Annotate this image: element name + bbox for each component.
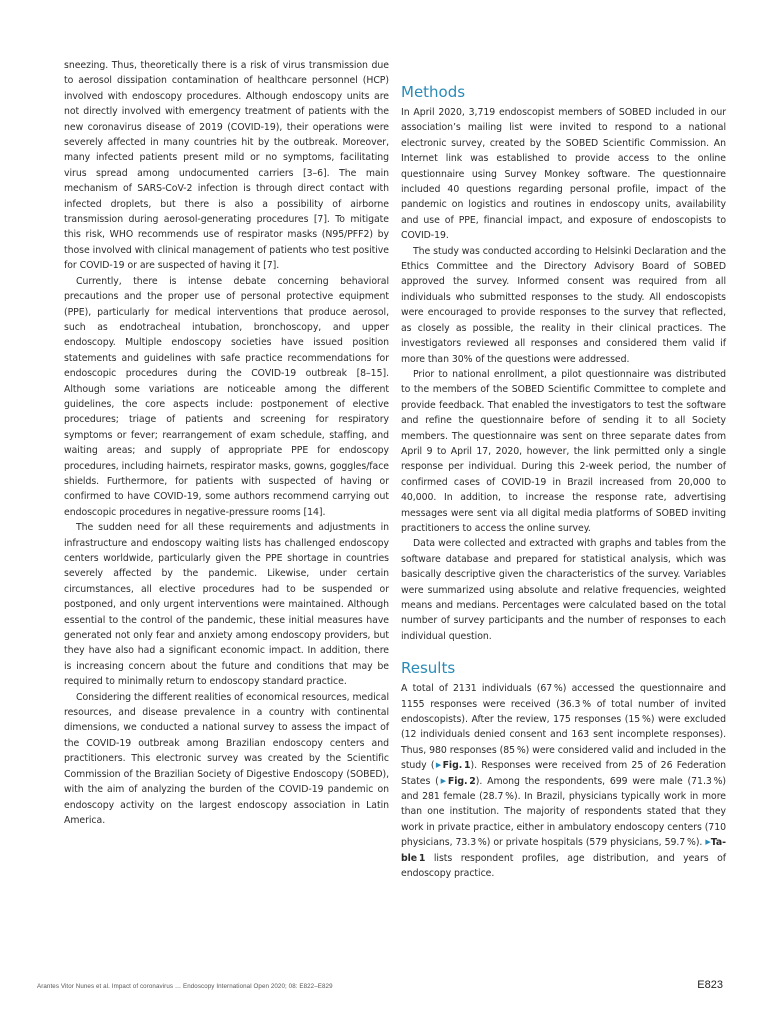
intro-paragraph-4: Considering the different realities of economical resources, medical resources, and disease prevalence in a country with continental dimensions, we conducted a national survey to assess the impact of the COVID-19 outbreak among Brazilian endoscopy centers and practitioners. This electronic survey was created by the Scientific Commission of the Brazilian Society of Digestive Endoscopy (SOBED), with the aim of analyzing the burden of the COVID-19 pandemic on endoscopy activity on the largest endoscopy association in Latin America. <box>64 691 389 826</box>
arrow-right-icon: ▶ <box>438 776 448 785</box>
right-column <box>401 82 726 882</box>
methods-paragraph-2: The study was conducted according to Helsinki Declaration and the Ethics Committee and the Directory Advisory Board of SOBED approved the survey. Informed consent was required from all individuals who submitted responses to the study. All endoscopists were encouraged to provide responses to the survey that reflected, as closely as possible, the reality in their clinical practices. The investigators reviewed all responses and considered them valid if more than 30% of the questions were addressed. <box>401 245 726 365</box>
results-text-a: A total of 2131 individuals (67 %) accessed the questionnaire and 1155 responses were received (36.3 % of total number of invited endoscopists). After the review, 175 responses (15 %) were excluded (12 individuals denied consent and 163 sent incomplete responses). Thus, 980 responses (85 %) were considered valid and included in the study ( <box>401 683 726 772</box>
intro-paragraph-2: Currently, there is intense debate concerning behavioral precautions and the proper use of personal protective equipment (PPE), particularly for medical interventions that produce aerosol, such as endotracheal intubation, bronchoscopy, and upper endoscopy. Multiple endoscopy societies have issued position statements and guidelines with safe practice recommendations for endoscopic procedures during the COVID-19 outbreak [8–15]. Although some variations are noticeable among the different guidelines, the core aspects include: postponement of elective procedures; triage of patients and screening for respiratory symptoms or fever; rearrangement of exam schedule, staffing, and waiting areas; and supply of appropriate PPE for endoscopy procedures, including hairnets, respirator masks, gowns, goggles/face shields. Furthermore, for patients with suspected of having or confirmed to have COVID-19, some authors recommend carrying out endoscopic procedures in negative-pressure rooms [14]. <box>64 275 389 518</box>
arrow-right-icon: ▶ <box>705 838 711 847</box>
results-text-b: ). Responses were received from 25 of 26 Federation States ( <box>401 760 726 787</box>
figure-1-link[interactable]: Fig. 1 <box>442 760 471 772</box>
results-paragraph-1 <box>401 681 726 881</box>
results-text-d: lists respondent profiles, age distribution, and years of endoscopy practice. <box>401 852 726 880</box>
footer-citation: Arantes Vitor Nunes et al. Impact of coronavirus … Endoscopy International Open 2020; 08: E822–E829 <box>37 983 333 990</box>
methods-heading: Methods <box>401 83 466 101</box>
intro-paragraph-3: The sudden need for all these requirements and adjustments in infrastructure and endoscopy waiting lists has challenged endoscopy centers worldwide, particularly given the PPE shortage in countries severely affected by the pandemic. Likewise, under certain circumstances, all elective procedures had to be suspended or postponed, and only urgent interventions were maintained. Although essential to the control of the pandemic, these initial measures have generated not only fear and anxiety among endoscopy providers, but they have also had a significant economic impact. In addition, there is increasing concern about the future and conditions that may be required to minimally return to endoscopy standard practice. <box>64 522 389 688</box>
methods-paragraph-1: In April 2020, 3,719 endoscopist members of SOBED included in our association’s mailing list were invited to respond to a national electronic survey, created by the SOBED Scientific Commission. An Internet link was established to provide access to the online questionnaire using Survey Monkey software. The questionnaire included 40 questions regarding personal profile, impact of the pandemic on logistics and routines in endoscopy units, availability and use of PPE, financial impact, and exposure of endoscopists to COVID-19. <box>401 107 726 242</box>
figure-2-link[interactable]: Fig. 2 <box>447 775 476 787</box>
results-text-c: ). Among the respondents, 699 were male (71.3 %) and 281 female (28.7 %). In Brazil, physicians typically work in more than one institution. The majority of respondents stated that they work in private practice, either in ambulatory endoscopy centers (710 physicians, 73.3 %) or private hospitals (579 physicians, 59.7 %). <box>401 775 726 849</box>
page-number: E823 <box>697 979 723 991</box>
table-1-link[interactable]: Table 1 <box>401 837 726 864</box>
intro-paragraph-1: sneezing. Thus, theoretically there is a risk of virus transmission due to aerosol dissipation contamination of healthcare personnel (HCP) involved with endoscopy procedures. Although endoscopy units are not directly involved with emergency treatment of patients with the new coronavirus disease of 2019 (COVID-19), their operations were severely affected in many countries hit by the outbreak. Moreover, many infected patients present mild or no symptoms, facilitating virus spread among undocumented carriers [3–6]. The main mechanism of SARS-CoV-2 infection is through direct contact with infected droplets, but there is also a possibility of airborne transmission during aerosol-generating procedures [7]. To mitigate this risk, WHO recommends use of respirator masks (N95/PFF2) by those involved with clinical management of patients who test positive for COVID-19 or are suspected of having it [7]. <box>64 60 389 272</box>
left-column <box>64 58 389 828</box>
page-footer <box>37 979 723 999</box>
results-heading: Results <box>401 659 456 678</box>
methods-paragraph-4: Data were collected and extracted with graphs and tables from the software database and prepared for statistical analysis, which was basically descriptive given the characteristics of the survey. Variables were summarized using absolute and relative frequencies, weighted means and medians. Percentages were calculated based on the total number of survey participants and the number of responses to each individual question. <box>401 538 726 642</box>
arrow-right-icon: ▶ <box>434 761 443 770</box>
methods-paragraph-3: Prior to national enrollment, a pilot questionnaire was distributed to the members of the SOBED Scientific Committee to complete and provide feedback. That enabled the investigators to test the software and refine the questionnaire before of sending it to all Society members. The questionnaire was sent on three separate dates from April 9 to April 17, 2020, however, the link permitted only a single response per individual. During this 2-week period, the number of confirmed cases of COVID-19 in Brazil increased from 20,000 to 40,000. In addition, to increase the response rate, advertising messages were sent via all digital media platforms of SOBED inviting practitioners to access the online survey. <box>401 368 726 534</box>
section-spacer <box>401 644 726 658</box>
